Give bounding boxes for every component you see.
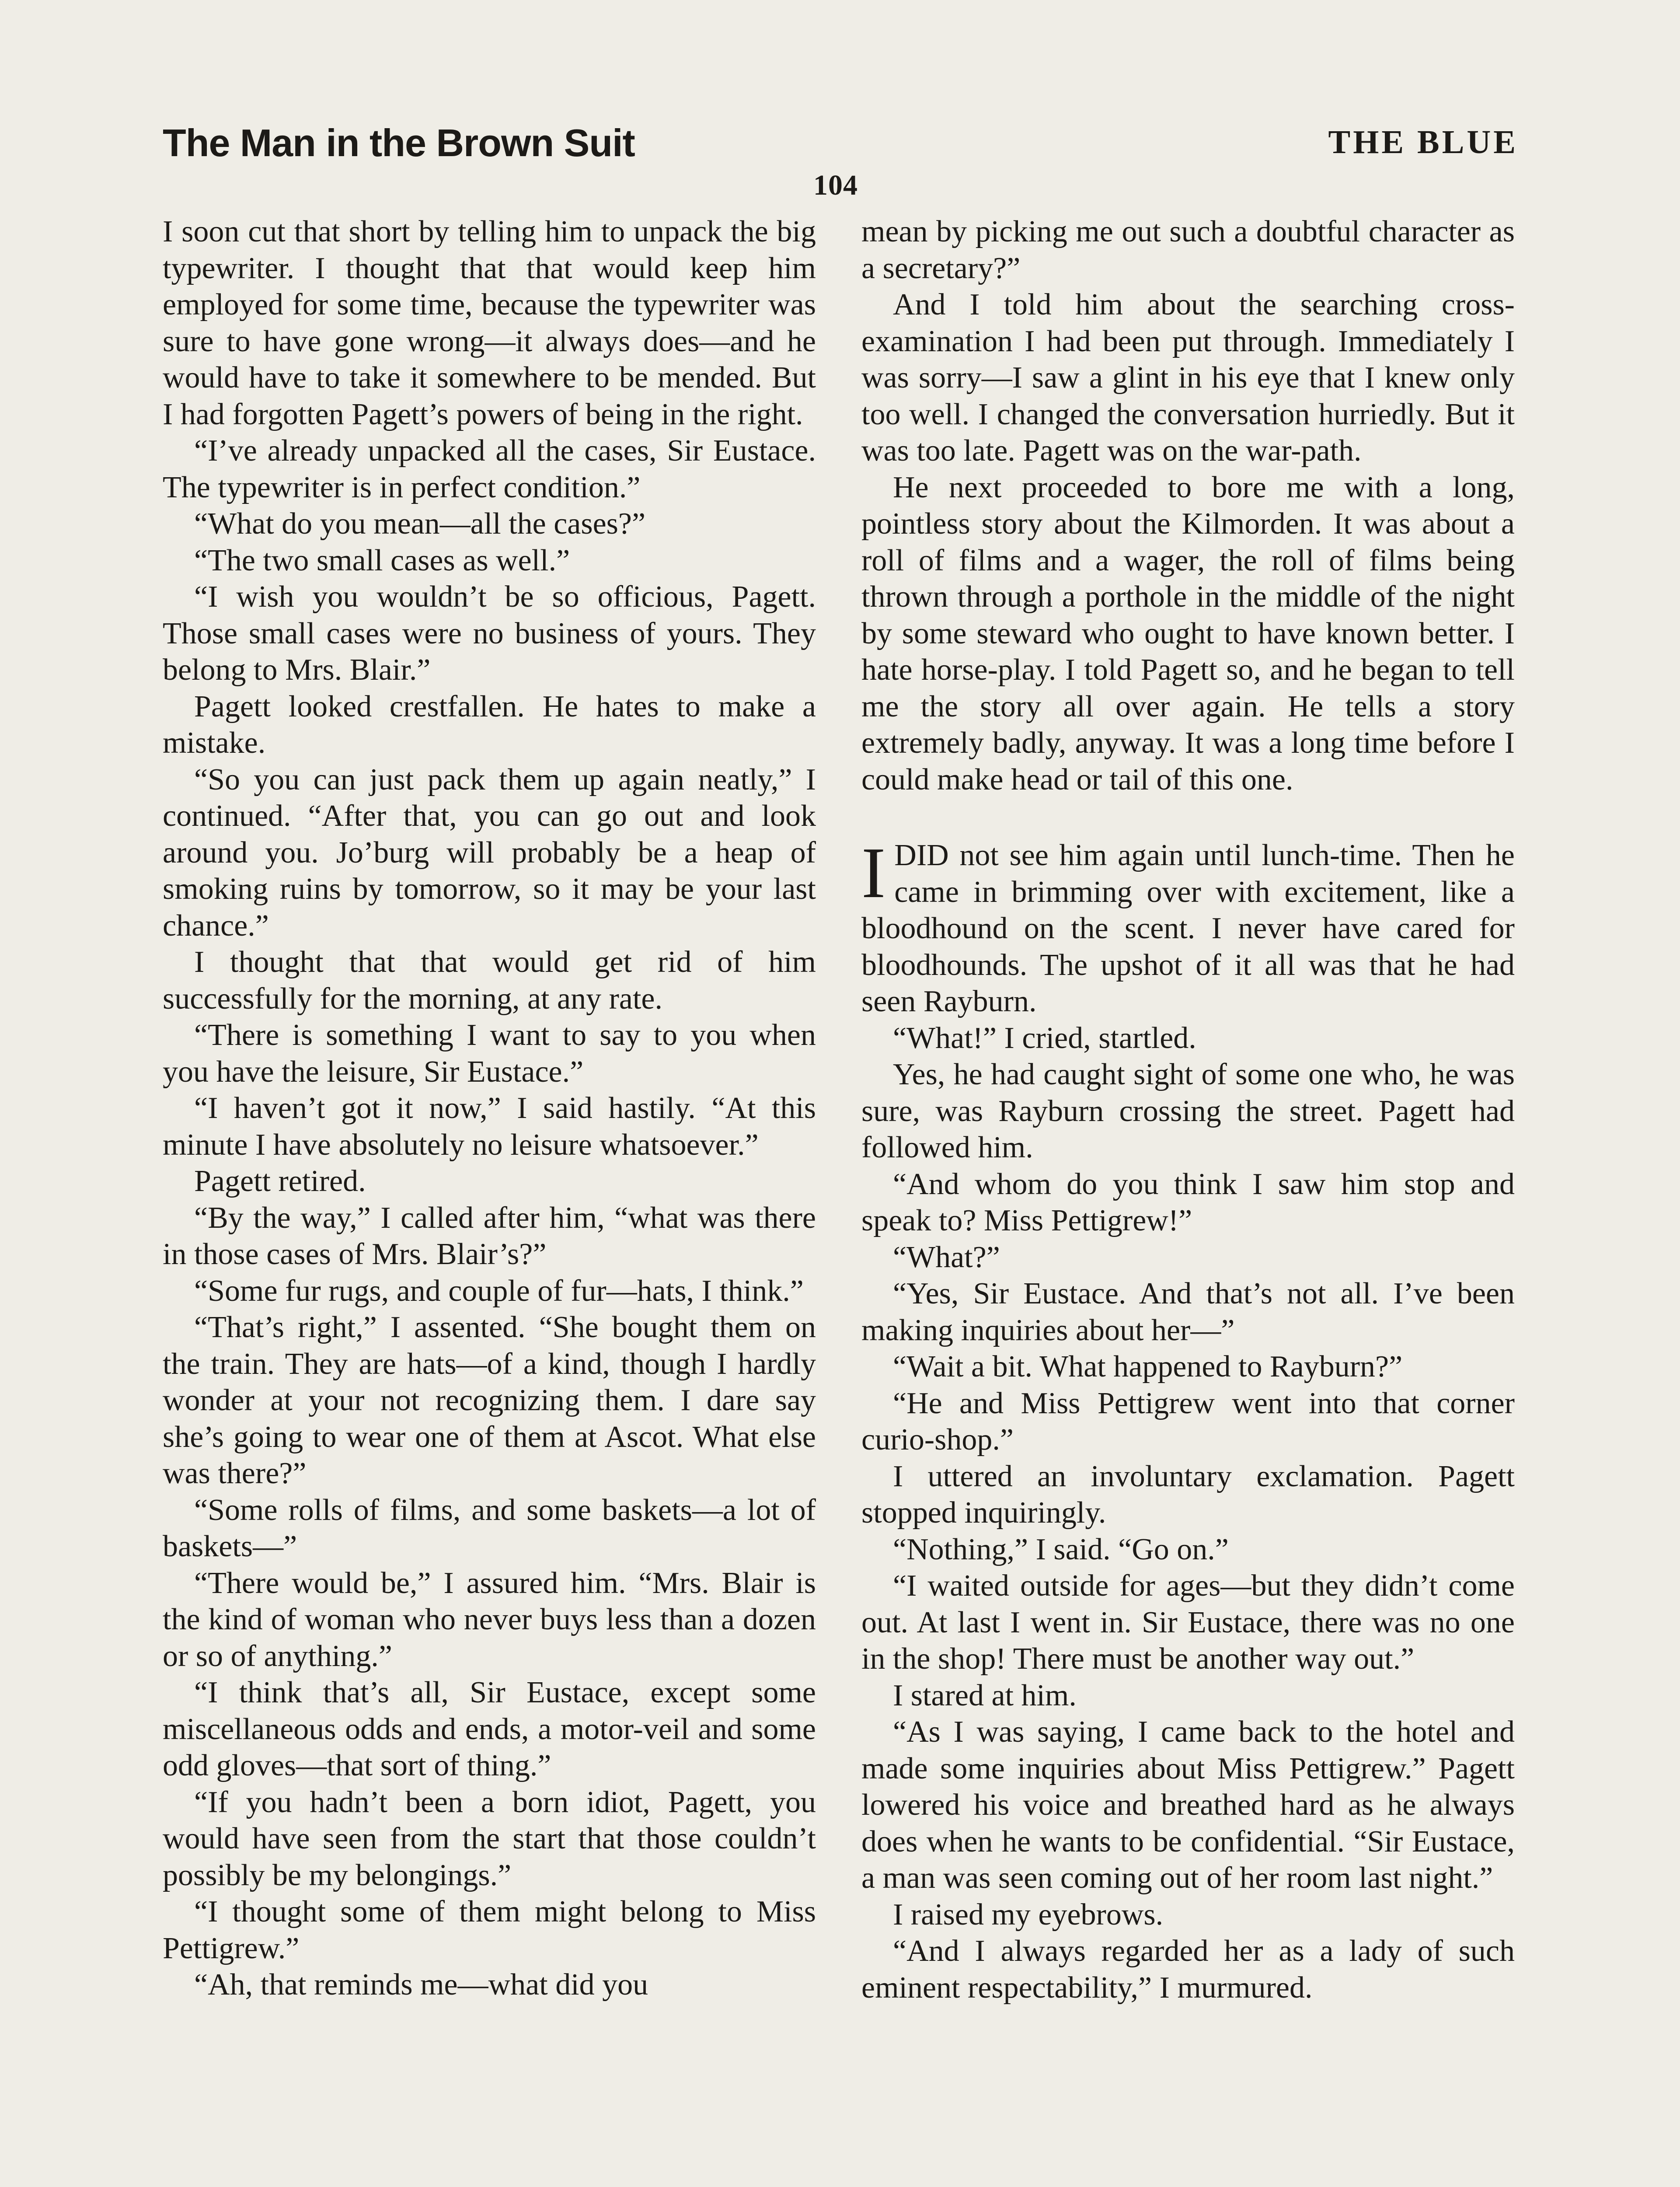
paragraph: Yes, he had caught sight of some one who, he was sure, was Rayburn crossing the street. Pagett had followed him. <box>861 1058 1515 1164</box>
paragraph: “What!” I cried, startled. <box>893 1021 1196 1055</box>
paragraph: I soon cut that short by telling him to unpack the big typewriter. I thought that that would keep him employed for some time, because the typewriter was sure to have gone wrong—it always does—and he would have to take it somewhere to be mended. But I had forgotten Pagett’s powers of being in the right. <box>163 215 816 431</box>
paragraph: “And whom do you think I saw him stop and speak to? Miss Pettigrew!” <box>861 1167 1515 1237</box>
paragraph: “Some rolls of films, and some baskets—a lot of baskets—” <box>163 1493 816 1563</box>
paragraph: I thought that that would get rid of him successfully for the morning, at any rate. <box>163 945 816 1016</box>
magazine-title: THE BLUE <box>1328 124 1518 161</box>
paragraph: “Wait a bit. What happened to Rayburn?” <box>893 1350 1403 1383</box>
paragraph: “Some fur rugs, and couple of fur—hats, I think.” <box>194 1274 804 1308</box>
paragraph: “And I always regarded her as a lady of such eminent respectability,” I murmured. <box>861 1934 1515 2005</box>
paragraph: “I think that’s all, Sir Eustace, except some miscellaneous odds and ends, a motor-veil and some odd gloves—that sort of thing.” <box>163 1676 816 1782</box>
paragraph: “Ah, that reminds me—what did you <box>194 1968 648 2002</box>
section-start-paragraph <box>861 832 1515 1020</box>
paragraph: Pagett retired. <box>194 1164 366 1198</box>
paragraph: mean by picking me out such a doubtful character as a secretary?” <box>861 215 1515 285</box>
paragraph: “That’s right,” I assented. “She bought them on the train. They are hats—of a kind, though I hardly wonder at your not recognizing them. I dare say she’s going to wear one of them at Ascot. What else was there?” <box>163 1310 816 1490</box>
left-column <box>163 213 816 2003</box>
paragraph: “I thought some of them might belong to Miss Pettigrew.” <box>163 1895 816 1965</box>
paragraph: I raised my eyebrows. <box>893 1897 1164 1932</box>
paragraph: “There is something I want to say to you when you have the leisure, Sir Eustace.” <box>163 1018 816 1089</box>
section-first-text: DID not see him again until lunch-time. Then he came in brimming over with excitement, like a bloodhound on the scent. I never have cared for bloodhounds. The upshot of it all was that he had seen Rayburn. <box>861 838 1515 1018</box>
paragraph: He next proceeded to bore me with a long, pointless story about the Kilmorden. It was about a roll of films and a wager, the roll of films being thrown through a porthole in the middle of the night by some steward who ought to have known better. I hate horse-play. I told Pagett so, and he began to tell me the story all over again. He tells a story extremely badly, anyway. It was a long time before I could make head or tail of this one. <box>861 470 1515 797</box>
paragraph: “If you hadn’t been a born idiot, Pagett, you would have seen from the start that those couldn’t possibly be my belongings.” <box>163 1785 816 1892</box>
paragraph: “I haven’t got it now,” I said hastily. “At this minute I have absolutely no leisure whatsoever.” <box>163 1091 816 1162</box>
right-column <box>861 213 1515 2006</box>
paragraph: I uttered an involuntary exclamation. Pagett stopped inquiringly. <box>861 1459 1515 1530</box>
paragraph: “There would be,” I assured him. “Mrs. Blair is the kind of woman who never buys less than a dozen or so of anything.” <box>163 1566 816 1673</box>
paragraph: “Nothing,” I said. “Go on.” <box>893 1532 1229 1566</box>
drop-cap: I <box>861 832 886 913</box>
paragraph: “I wish you wouldn’t be so officious, Pagett. Those small cases were no business of yours. They belong to Mrs. Blair.” <box>163 580 816 687</box>
paragraph: “Yes, Sir Eustace. And that’s not all. I’ve been making inquiries about her—” <box>861 1277 1515 1347</box>
paragraph: “So you can just pack them up again neatly,” I continued. “After that, you can go out and look around you. Jo’burg will probably be a heap of smoking ruins by tomorrow, so it may be your last chance.” <box>163 762 816 943</box>
paragraph: Pagett looked crestfallen. He hates to make a mistake. <box>163 689 816 760</box>
paragraph: “The two small cases as well.” <box>194 543 570 577</box>
paragraph: “I’ve already unpacked all the cases, Sir Eustace. The typewriter is in perfect condition.” <box>163 434 816 504</box>
paragraph: “He and Miss Pettigrew went into that corner curio-shop.” <box>861 1386 1515 1457</box>
paragraph: I stared at him. <box>893 1678 1077 1712</box>
paragraph: “As I was saying, I came back to the hotel and made some inquiries about Miss Pettigrew.” Pagett lowered his voice and breathed hard as he always does when he wants to be confidential. “Sir Eustace, a man was seen coming out of her room last night.” <box>861 1715 1515 1895</box>
paragraph: “I waited outside for ages—but they didn’t come out. At last I went in. Sir Eustace, there was no one in the shop! There must be another way out.” <box>861 1569 1515 1676</box>
paragraph: And I told him about the searching cross-examination I had been put through. Immediately I was sorry—I saw a glint in his eye that I knew only too well. I changed the conversation hurriedly. But it was too late. Pagett was on the war-path. <box>861 288 1515 468</box>
story-title: The Man in the Brown Suit <box>163 121 635 164</box>
page-number: 104 <box>813 169 858 201</box>
paragraph: “By the way,” I called after him, “what was there in those cases of Mrs. Blair’s?” <box>163 1201 816 1271</box>
paragraph: “What do you mean—all the cases?” <box>194 507 646 541</box>
paragraph: “What?” <box>893 1240 1000 1274</box>
